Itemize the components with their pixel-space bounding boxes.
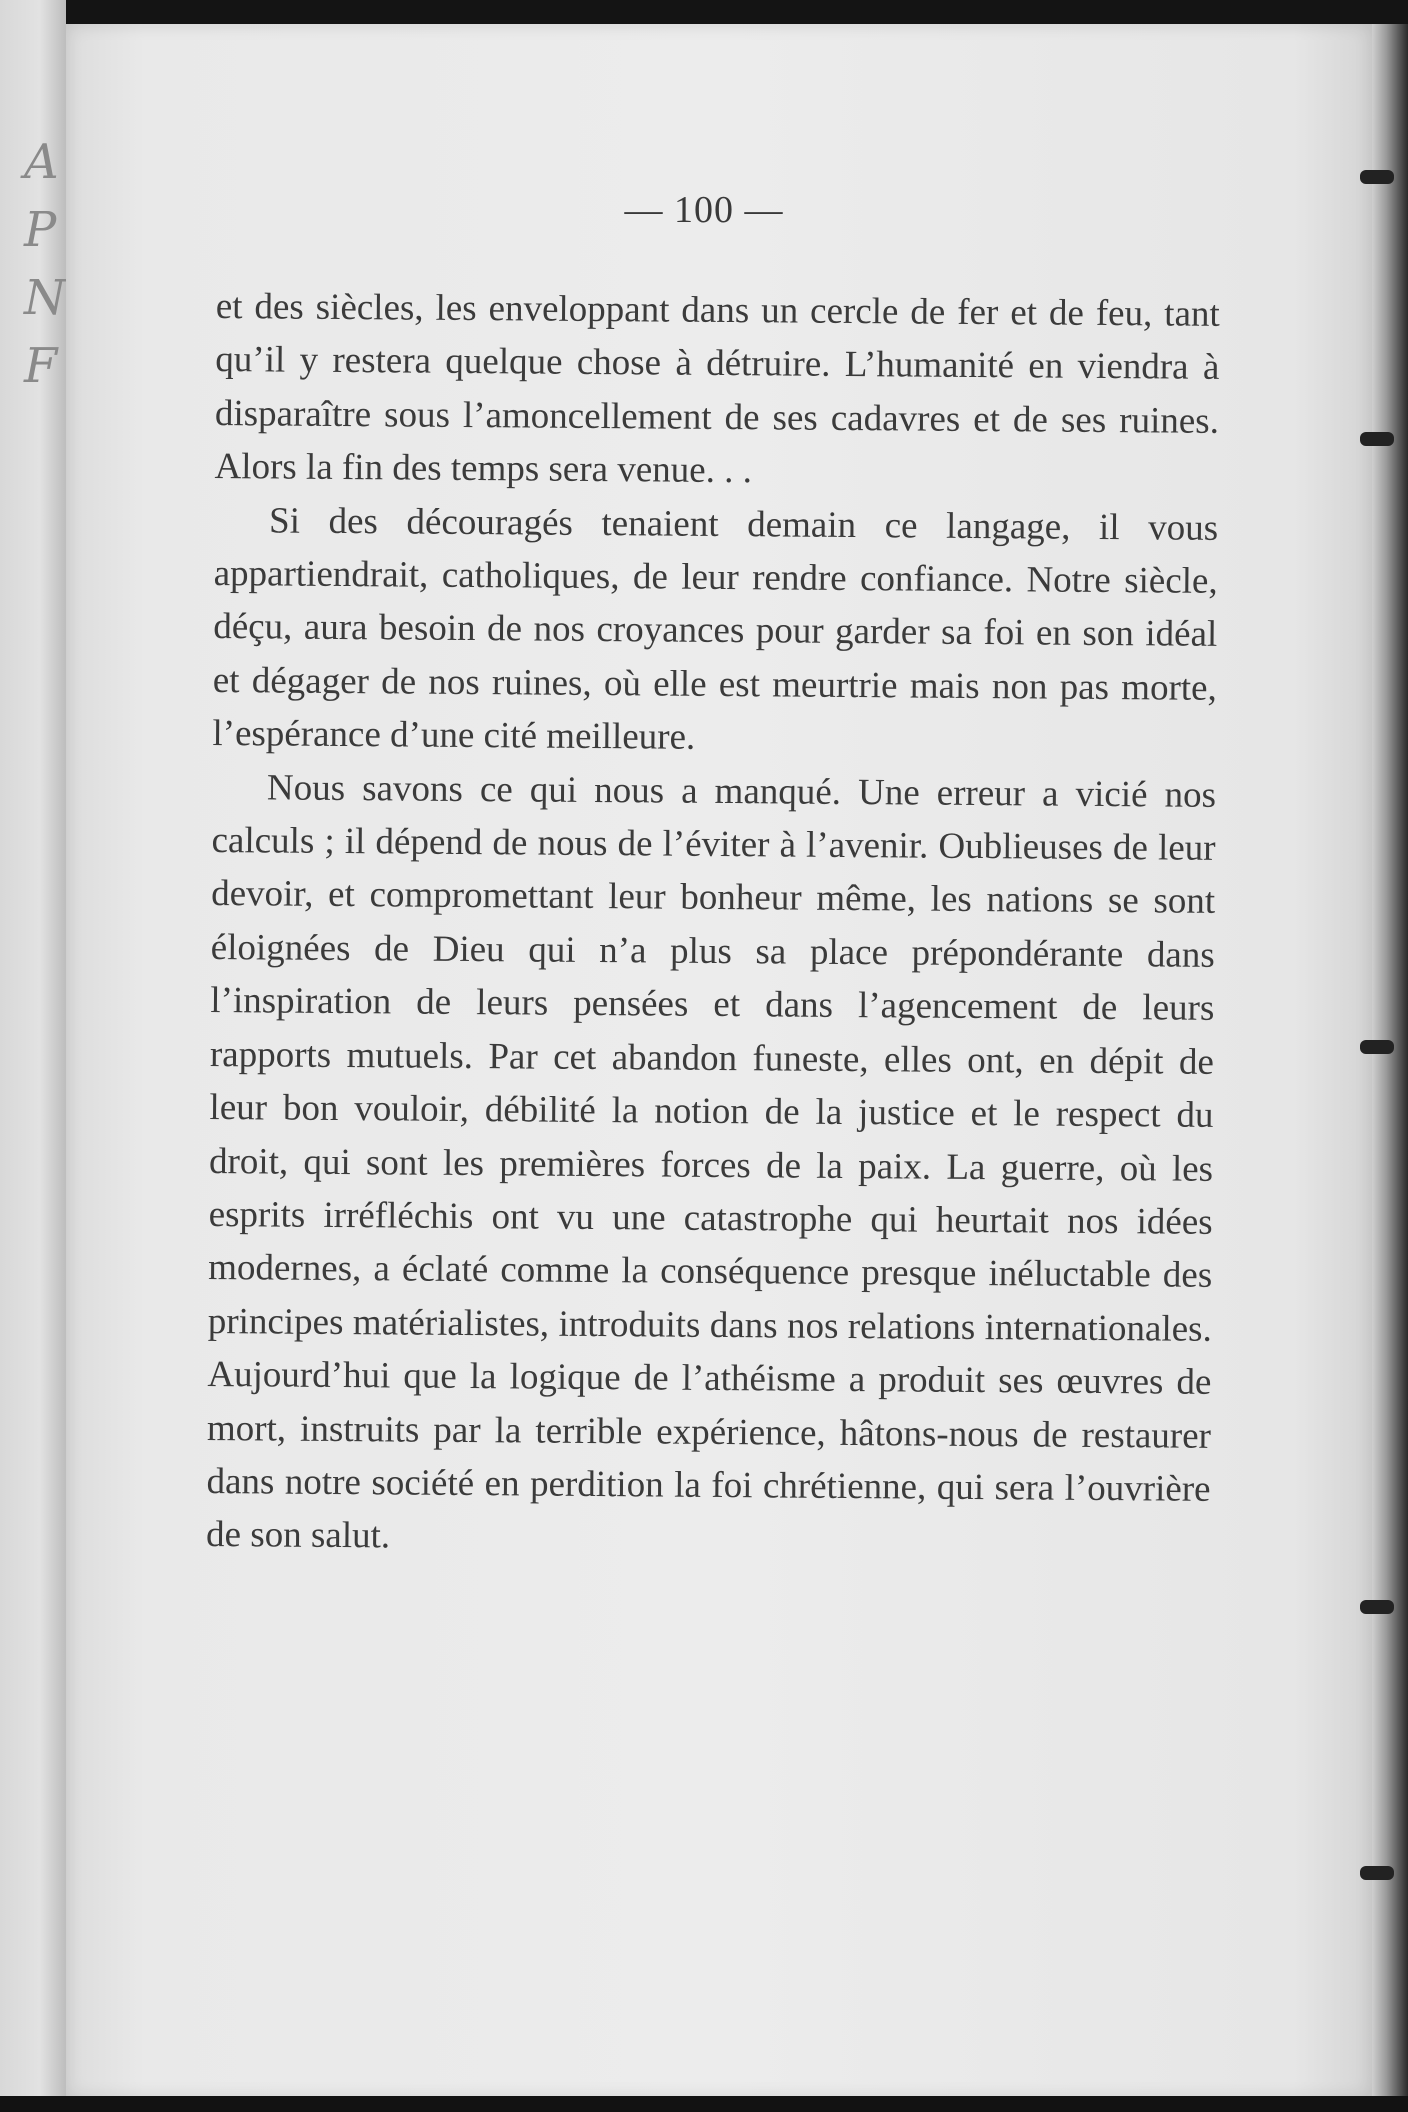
paragraph: Nous savons ce qui nous a manqué. Une erreur a vicié nos calculs ; il dépend de nous de l’éviter à l’avenir. Oublieuses de leur devoir, et compromettant leur bonheur même, les nations se sont éloignées de Dieu qui n’a plus sa place prépondérante dans l’inspiration de leurs pensées et dans l’agencement de leurs rapports mutuels. Par cet abandon funeste, elles ont, en dépit de leur bon vouloir, débilité la notion de la justice et le respect du droit, qui sont les premières forces de la paix. La guerre, où les esprits irréfléchis ont vu une catastrophe qui heurtait nos idées modernes, a éclaté comme la conséquence presque inéluctable des principes matérialistes, introduits dans nos relations internationales. Aujourd’hui que la logique de l’athéisme a produit ses œuvres de mort, instruits par la terrible expérience, hâtons-nous de restaurer dans notre société en perdition la foi chrétienne, qui sera l’ouvrière de son salut. <box>205 767 1217 1557</box>
binding-thread <box>1360 1866 1394 1880</box>
binding-thread <box>1360 432 1394 446</box>
page-number: — 100 — <box>624 189 784 231</box>
binding-thread <box>1360 1040 1394 1054</box>
handwritten-margin-note: A P N F <box>24 134 66 394</box>
book-binding-edge <box>1372 24 1408 2112</box>
paragraph: et des siècles, les enveloppant dans un cercle de fer et de feu, tant qu’il y restera quelque chose à détruire. L’humanité en viendra à disparaître sous l’amoncellement de ses cadavres et de ses ruines. Alors la fin des temps sera venue. . . <box>214 285 1220 492</box>
bottom-scan-border <box>0 2096 1408 2112</box>
body-text <box>206 280 1220 1570</box>
binding-thread <box>1360 170 1394 184</box>
paragraph: Si des découragés tenaient demain ce langage, il vous appartiendrait, catholiques, de leur rendre confiance. Notre siècle, déçu, aura besoin de nos croyances pour garder sa foi en son idéal et dégager de nos ruines, où elle est meurtrie mais non pas morte, l’espérance d’une cité meilleure. <box>212 500 1219 759</box>
binding-thread <box>1360 1600 1394 1614</box>
